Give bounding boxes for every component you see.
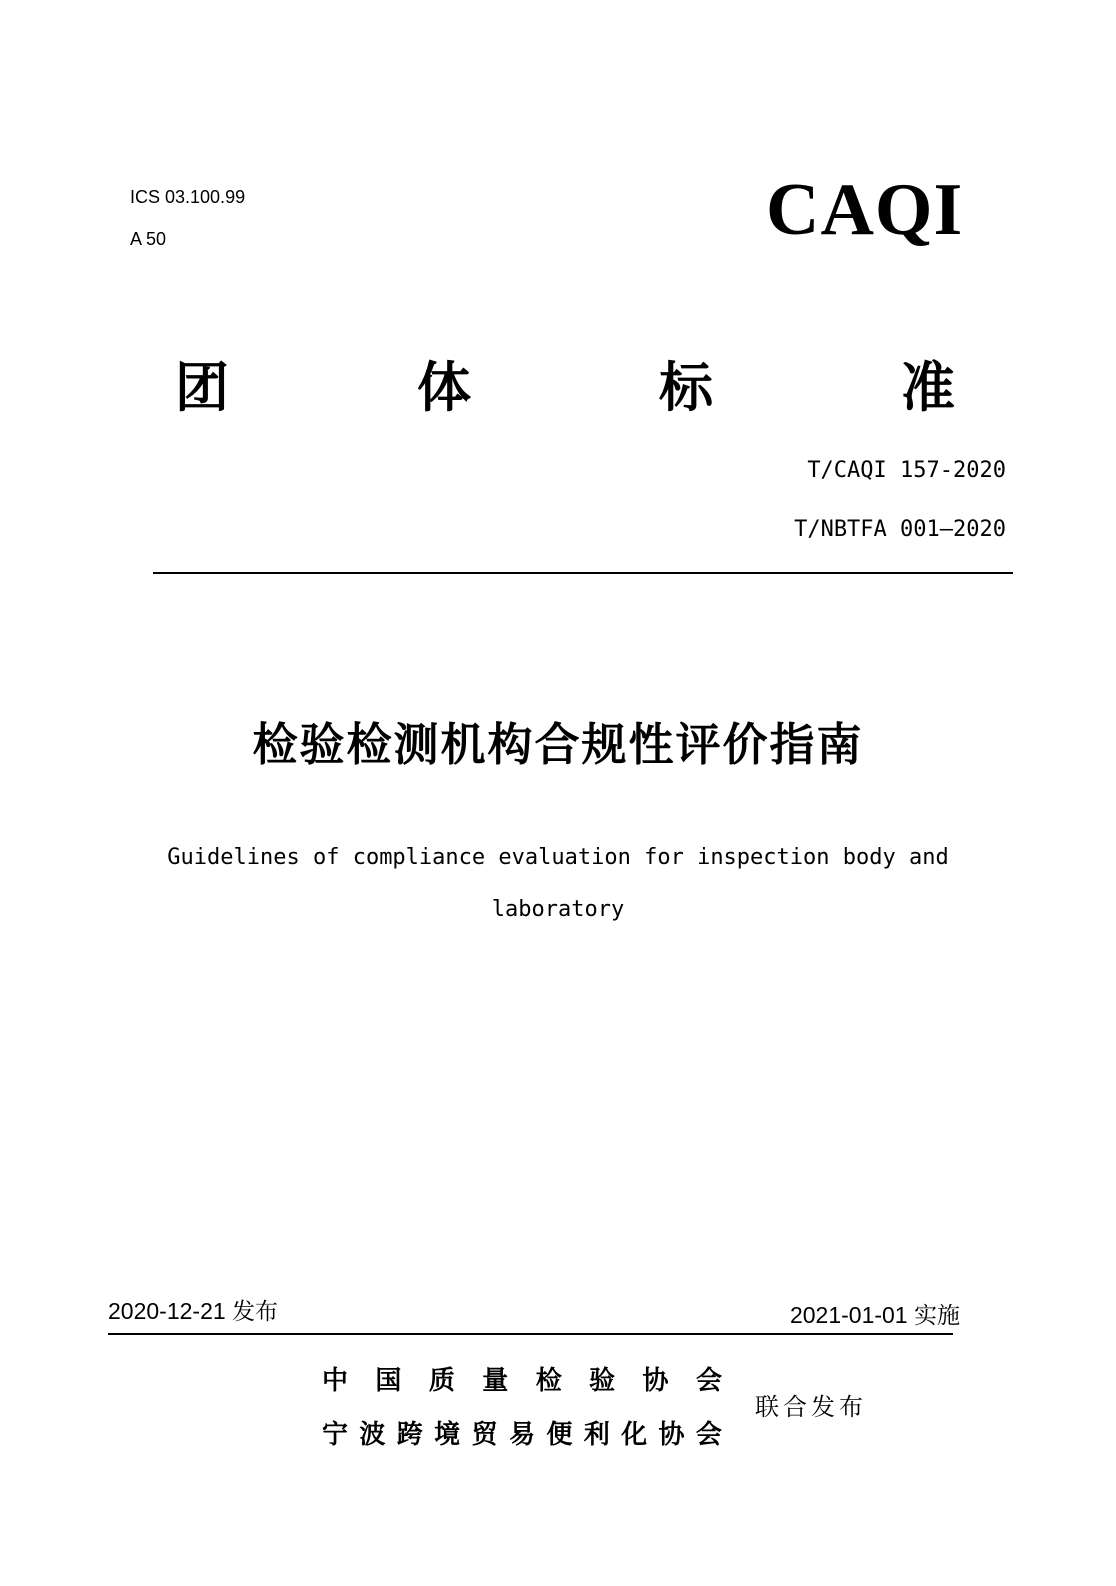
- publish-date: 2020-12-21 发布: [108, 1298, 279, 1324]
- standard-number-caqi: T/CAQI 157-2020: [807, 458, 1006, 483]
- footer-divider: [108, 1333, 953, 1335]
- publisher-char: 中: [322, 1366, 349, 1396]
- publisher-char: 量: [482, 1366, 509, 1396]
- joint-publish-label: 联合发布: [755, 1393, 867, 1421]
- standard-type-char: 团: [175, 356, 229, 419]
- publisher-char: 协: [658, 1420, 685, 1450]
- publisher-char: 化: [621, 1420, 648, 1450]
- document-title-chinese: 检验检测机构合规性评价指南: [252, 718, 864, 771]
- caqi-logo: CAQI: [766, 169, 964, 251]
- publisher-char: 检: [535, 1366, 562, 1396]
- standard-number-nbtfa: T/NBTFA 001—2020: [794, 517, 1006, 542]
- document-title-english: [0, 832, 1116, 936]
- publisher-char: 便: [546, 1420, 573, 1450]
- header-divider: [153, 572, 1013, 574]
- publisher-char: 境: [434, 1420, 461, 1450]
- publisher-char: 协: [642, 1366, 669, 1396]
- english-title-line: Guidelines of compliance evaluation for inspection body and: [167, 845, 949, 870]
- standard-type-heading: [175, 345, 955, 425]
- publisher-char: 国: [375, 1366, 402, 1396]
- publisher-char: 跨: [396, 1420, 423, 1450]
- publisher-char: 会: [695, 1420, 722, 1450]
- standard-type-char: 体: [417, 356, 471, 419]
- publisher-nbtfa: [322, 1414, 722, 1451]
- publisher-char: 贸: [471, 1420, 498, 1450]
- classification-code: A 50: [130, 229, 167, 249]
- publisher-caqi: [322, 1360, 722, 1397]
- publisher-char: 利: [583, 1420, 610, 1450]
- standard-type-char: 标: [659, 356, 713, 419]
- standard-type-char: 准: [901, 356, 955, 419]
- publisher-char: 宁: [322, 1420, 349, 1450]
- publisher-char: 质: [428, 1366, 455, 1396]
- english-title-line: laboratory: [491, 897, 625, 922]
- publisher-char: 波: [359, 1420, 386, 1450]
- publisher-char: 验: [589, 1366, 616, 1396]
- publisher-char: 会: [695, 1366, 722, 1396]
- publisher-char: 易: [508, 1420, 535, 1450]
- effective-date: 2021-01-01 实施: [789, 1302, 960, 1328]
- ics-code: ICS 03.100.99: [130, 187, 246, 207]
